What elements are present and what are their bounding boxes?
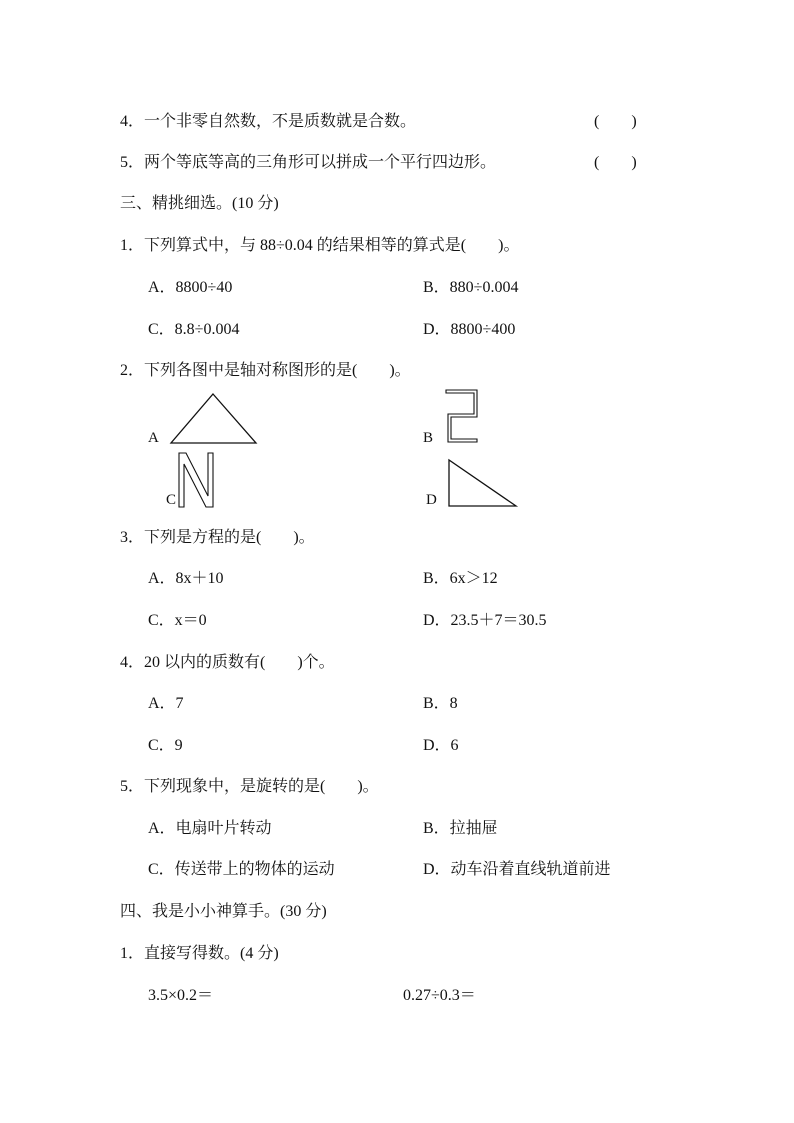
- q3-3-stem: 3．下列是方程的是( )。: [120, 529, 315, 546]
- q3-4-option-c[interactable]: C．9: [148, 737, 183, 754]
- calc-item-2[interactable]: 0.27÷0.3＝: [403, 987, 476, 1004]
- q3-1-stem: 1．下列算式中，与 88÷0.04 的结果相等的算式是( )。: [120, 237, 520, 254]
- triangle-figure: [170, 393, 258, 445]
- q4-1-stem: 1．直接写得数。(4 分): [120, 945, 279, 962]
- section-4-title: 四、我是小小神算手。(30 分): [120, 903, 327, 920]
- q3-4-option-d[interactable]: D．6: [423, 737, 459, 754]
- q3-2-stem: 2．下列各图中是轴对称图形的是( )。: [120, 362, 411, 379]
- figure-label-c[interactable]: C: [166, 492, 177, 508]
- q3-4-stem: 4．20 以内的质数有( )个。: [120, 654, 335, 671]
- q3-1-option-b[interactable]: B．880÷0.004: [423, 279, 519, 296]
- section-3-title: 三、精挑细选。(10 分): [120, 195, 279, 212]
- q3-5-stem: 5．下列现象中，是旋转的是( )。: [120, 778, 379, 795]
- figure-label-a[interactable]: A: [148, 430, 159, 446]
- q3-1-option-c[interactable]: C．8.8÷0.004: [148, 321, 240, 338]
- figure-label-b[interactable]: B: [423, 430, 434, 446]
- q3-4-option-a[interactable]: A．7: [148, 695, 184, 712]
- q3-5-option-a[interactable]: A．电扇叶片转动: [148, 820, 272, 837]
- calc-item-1[interactable]: 3.5×0.2＝: [148, 987, 214, 1004]
- q3-3-option-d[interactable]: D．23.5＋7＝30.5: [423, 612, 547, 629]
- answer-blank-5[interactable]: ( ): [594, 154, 637, 171]
- letter-n-figure: [177, 452, 215, 508]
- digit-two-figure: [444, 388, 480, 444]
- q3-1-option-d[interactable]: D．8800÷400: [423, 321, 516, 338]
- q3-5-option-b[interactable]: B．拉抽屉: [423, 820, 498, 837]
- q3-4-option-b[interactable]: B．8: [423, 695, 458, 712]
- q3-5-option-c[interactable]: C．传送带上的物体的运动: [148, 861, 335, 878]
- q3-3-option-c[interactable]: C．x＝0: [148, 612, 207, 629]
- figure-label-d[interactable]: D: [426, 492, 437, 508]
- q3-3-option-a[interactable]: A．8x＋10: [148, 570, 224, 587]
- judgement-item-5: 5．两个等底等高的三角形可以拼成一个平行四边形。: [120, 154, 497, 171]
- q3-1-option-a[interactable]: A．8800÷40: [148, 279, 233, 296]
- judgement-item-4: 4．一个非零自然数，不是质数就是合数。: [120, 113, 417, 130]
- right-triangle-figure: [447, 458, 519, 508]
- q3-5-option-d[interactable]: D．动车沿着直线轨道前进: [423, 861, 611, 878]
- answer-blank-4[interactable]: ( ): [594, 113, 637, 130]
- q3-3-option-b[interactable]: B．6x＞12: [423, 570, 498, 587]
